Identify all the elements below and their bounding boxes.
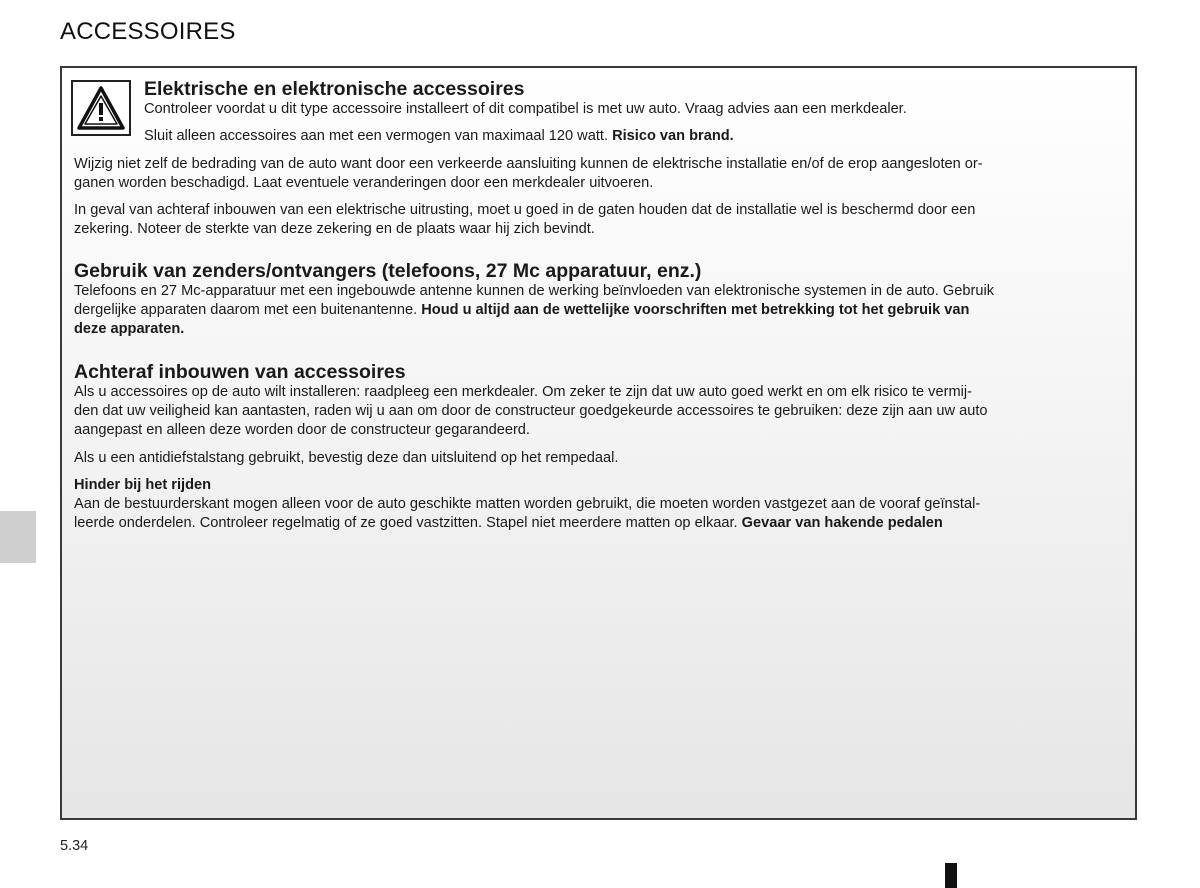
- retrofit-line-2: den dat uw veiligheid kan aantasten, raden wij u aan om door de constructeur goedgekeurde accessoires te gebruiken: deze zijn aan uw auto: [74, 402, 988, 419]
- page-title: ACCESSOIRES: [60, 18, 236, 45]
- paragraph-compatibility: Controleer voordat u dit type accessoire installeert of dit compatibel is met uw auto. Vraag advies aan een merkdealer.: [144, 101, 907, 117]
- paragraph-fuse: [74, 201, 1125, 240]
- retrofit-line-1: Als u accessoires op de auto wilt installeren: raadpleeg een merkdealer. Om zeker te zijn dat uw auto goed werkt en om elk risico te vermij-: [74, 383, 972, 400]
- paragraph-wiring: [74, 155, 1125, 194]
- paragraph-mats: [74, 495, 1125, 534]
- section-thumb-tab: [0, 511, 36, 563]
- warning-content: [74, 78, 1125, 542]
- paragraph-retrofit: [74, 383, 1125, 441]
- fuse-line-1: In geval van achteraf inbouwen van een elektrische uitrusting, moet u goed in de gaten houden dat de installatie wel is beschermd door een: [74, 202, 976, 219]
- paragraph-anti-theft: Als u een antidiefstalstang gebruikt, bevestig deze dan uitsluitend op het rempedaal.: [74, 449, 619, 466]
- page-number: 5.34: [60, 838, 89, 854]
- footer-marker: [945, 863, 957, 888]
- wiring-line-1: Wijzig niet zelf de bedrading van de auto want door een verkeerde aansluiting kunnen de elektrische installatie en/of de erop aangesloten or-: [74, 155, 983, 172]
- warning-box: [60, 66, 1137, 820]
- heading-electrical-accessories: Elektrische en elektronische accessoires: [144, 78, 525, 100]
- paragraph-power-limit: [144, 127, 1125, 146]
- fuse-line-2: zekering. Noteer de sterkte van deze zekering en de plaats waar hij zich bevindt.: [74, 221, 595, 238]
- transmitters-line-2-text: dergelijke apparaten daarom met een buitenantenne.: [74, 302, 422, 319]
- pedal-hazard-text: Gevaar van hakende pedalen: [741, 515, 943, 532]
- heading-retrofit-accessories: Achteraf inbouwen van accessoires: [74, 360, 406, 383]
- mats-line-2-text: leerde onderdelen. Controleer regelmatig of ze goed vastzitten. Stapel niet meerdere matten op elkaar.: [74, 515, 742, 532]
- power-limit-text: Sluit alleen accessoires aan met een vermogen van maximaal 120 watt.: [144, 128, 613, 145]
- heading-transmitters: Gebruik van zenders/ontvangers (telefoons, 27 Mc apparatuur, enz.): [74, 259, 702, 282]
- transmitters-line-1: Telefoons en 27 Mc-apparatuur met een ingebouwde antenne kunnen de werking beïnvloeden van elektronische systemen in de auto. Gebruik: [74, 282, 995, 299]
- transmitters-line-3-bold: deze apparaten.: [74, 321, 185, 338]
- retrofit-line-3: aangepast en alleen deze worden door de constructeur gegarandeerd.: [74, 422, 530, 439]
- fire-risk-text: Risico van brand.: [612, 128, 734, 145]
- transmitters-line-2-bold: Houd u altijd aan de wettelijke voorschriften met betrekking tot het gebruik van: [421, 302, 970, 319]
- subheading-driving-hindrance: Hinder bij het rijden: [74, 476, 212, 493]
- wiring-line-2: ganen worden beschadigd. Laat eventuele veranderingen door een merkdealer uitvoeren.: [74, 174, 654, 191]
- mats-line-1: Aan de bestuurderskant mogen alleen voor de auto geschikte matten worden gebruikt, die moeten worden vastgezet aan de vooraf geïnstal-: [74, 496, 981, 513]
- section-electrical: [144, 78, 1125, 147]
- paragraph-transmitters: [74, 282, 1125, 340]
